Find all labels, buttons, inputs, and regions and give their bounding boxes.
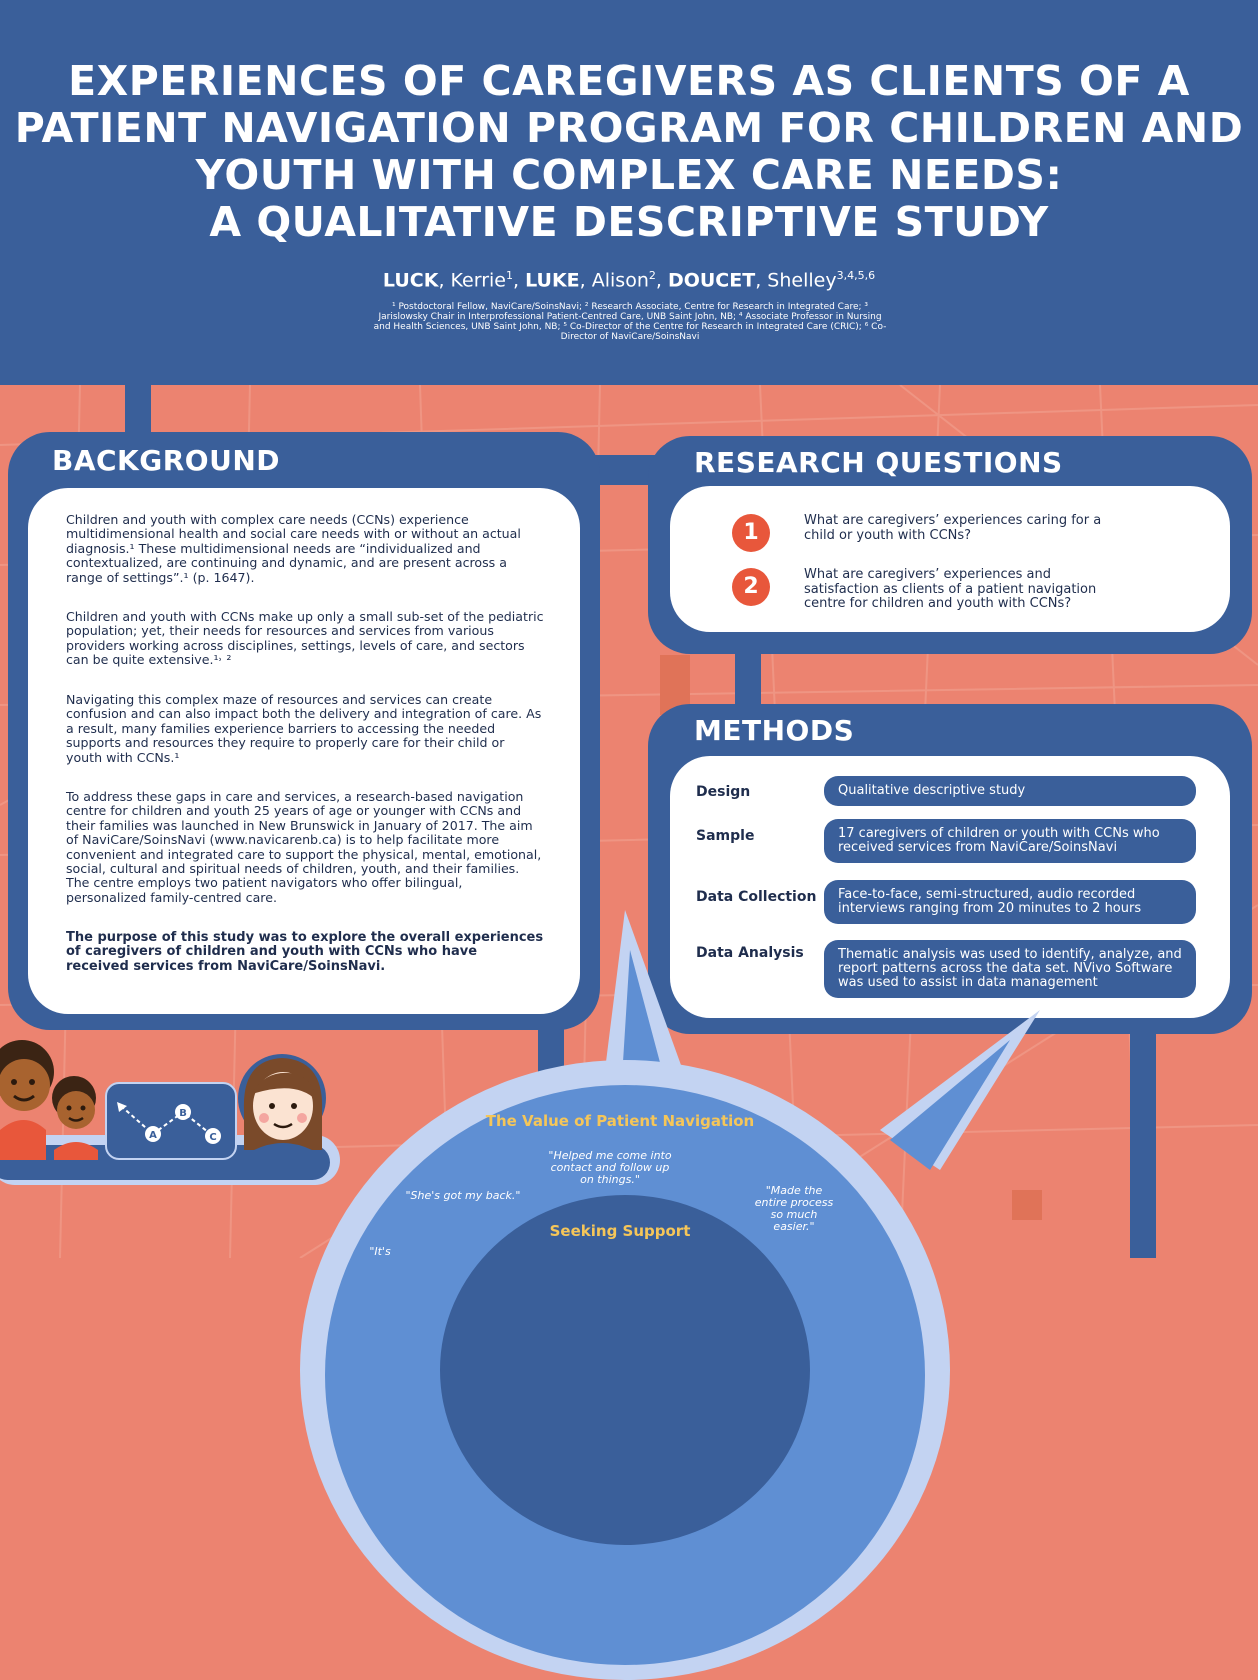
author-first-name: , Alison bbox=[579, 269, 649, 292]
participant-quote: "It's bbox=[369, 1245, 391, 1258]
background-paragraph: Children and youth with complex care needs (CCNs) experience multidimensional health and social care needs with or without an actual diagnosis.¹ These multidimensional needs are “individualized and contextualized, are continuing and dynamic, and are present across a range of settings”.¹ (p. 1647). bbox=[66, 512, 521, 585]
findings-inner-circle bbox=[440, 1195, 810, 1545]
method-value: 17 caregivers of children or youth with CCNs who received services from NaviCare/SoinsNavi bbox=[824, 819, 1196, 863]
research-questions-heading: RESEARCH QUESTIONS bbox=[694, 446, 1063, 479]
author-separator: , bbox=[655, 269, 668, 292]
author-last-name: LUCK bbox=[382, 269, 439, 292]
title-line: A QUALITATIVE DESCRIPTIVE STUDY bbox=[209, 198, 1049, 246]
author-affiliation-number: 2 bbox=[648, 269, 656, 282]
title-line: EXPERIENCES OF CAREGIVERS AS CLIENTS OF A bbox=[68, 57, 1190, 105]
seeking-support-title: Seeking Support bbox=[549, 1222, 691, 1240]
caregiver-family-illustration bbox=[0, 1030, 110, 1160]
study-purpose: The purpose of this study was to explore the overall experiences of caregivers of children and youth with CCNs who have received services from NaviCare/SoinsNavi. bbox=[66, 930, 544, 974]
method-value: Face-to-face, semi-structured, audio recorded interviews ranging from 20 minutes to 2 hours bbox=[824, 880, 1196, 924]
method-label: Data Analysis bbox=[696, 945, 804, 961]
background-paragraph: Children and youth with CCNs make up only a small sub-set of the pediatric population; yet, their needs for resources and services from various providers working across disciplines, settings, levels of care, and sectors can be quite extensive.¹˒ ² bbox=[66, 609, 544, 668]
route-point-label: C bbox=[209, 1132, 217, 1143]
author-affiliation-number: 1 bbox=[506, 269, 513, 282]
methods-heading: METHODS bbox=[694, 714, 855, 747]
route-map-icon bbox=[107, 1084, 235, 1158]
author-first-name: , Kerrie bbox=[438, 269, 506, 292]
method-label: Sample bbox=[696, 828, 755, 844]
title-line: PATIENT NAVIGATION PROGRAM FOR CHILDREN AND bbox=[14, 104, 1244, 152]
method-value: Qualitative descriptive study bbox=[824, 776, 1196, 806]
method-label: Data Collection bbox=[696, 889, 817, 905]
author-separator: , bbox=[513, 269, 526, 292]
question-text: What are caregivers’ experiences caring for a child or youth with CCNs? bbox=[804, 513, 1102, 543]
affiliations: ¹ Postdoctoral Fellow, NaviCare/SoinsNavi; ² Research Associate, Centre for Research in Integrated Care; ³ Jarislowsky Chair in Interprofessional Patient-Centred Care, UNB Saint John, NB; ⁴ Associate Professor in Nursing and Health Sciences, UNB Saint John, NB; ⁵ Co-Director of the Centre for Research in Integrated Care (CRIC); ⁶ Co-Director of NaviCare/SoinsNavi bbox=[373, 302, 887, 342]
navigation-route-card bbox=[105, 1082, 237, 1160]
route-point-label: A bbox=[149, 1130, 157, 1141]
participant-quote: "Helped me come into contact and follow up on things." bbox=[548, 1149, 672, 1186]
method-value: Thematic analysis was used to identify, analyze, and report patterns across the data set. NVivo Software was used to assist in data management bbox=[824, 940, 1196, 998]
background-paragraph: To address these gaps in care and services, a research-based navigation centre for children and youth 25 years of age or younger with CCNs and their families was launched in New Brunswick in January of 2017. The aim of NaviCare/SoinsNavi (www.navicarenb.ca) is to help facilitate more convenient and integrated care to support the physical, mental, emotional, social, cultural and spiritual needs of children, youth, and their families. The centre employs two patient navigators who offer bilingual, personalized family-centred care. bbox=[66, 789, 542, 905]
question-number-badge: 2 bbox=[732, 568, 770, 606]
background-heading: BACKGROUND bbox=[52, 444, 281, 477]
participant-quote: "She's got my back." bbox=[405, 1189, 521, 1202]
background-paragraph: Navigating this complex maze of resources and services can create confusion and can also impact both the delivery and integration of care. As a result, many families experience barriers to accessing the needed supports and resources they require to properly care for their child or youth with CCNs.¹ bbox=[66, 692, 542, 765]
question-number-badge: 1 bbox=[732, 514, 770, 552]
author-last-name: DOUCET bbox=[667, 269, 756, 292]
navigator-portrait-illustration bbox=[236, 1050, 332, 1160]
route-point-label: B bbox=[179, 1108, 187, 1119]
value-of-navigation-title: The Value of Patient Navigation bbox=[485, 1112, 755, 1130]
author-last-name: LUKE bbox=[525, 269, 580, 292]
author-affiliation-number: 3,4,5,6 bbox=[836, 269, 876, 282]
title-line: YOUTH WITH COMPLEX CARE NEEDS: bbox=[195, 151, 1063, 199]
question-text: What are caregivers’ experiences and satisfaction as clients of a patient navigation centre for children and youth with CCNs? bbox=[804, 567, 1097, 611]
participant-quote: "Made the entire process so much easier." bbox=[754, 1184, 834, 1233]
method-label: Design bbox=[696, 784, 751, 800]
author-first-name: , Shelley bbox=[755, 269, 837, 292]
